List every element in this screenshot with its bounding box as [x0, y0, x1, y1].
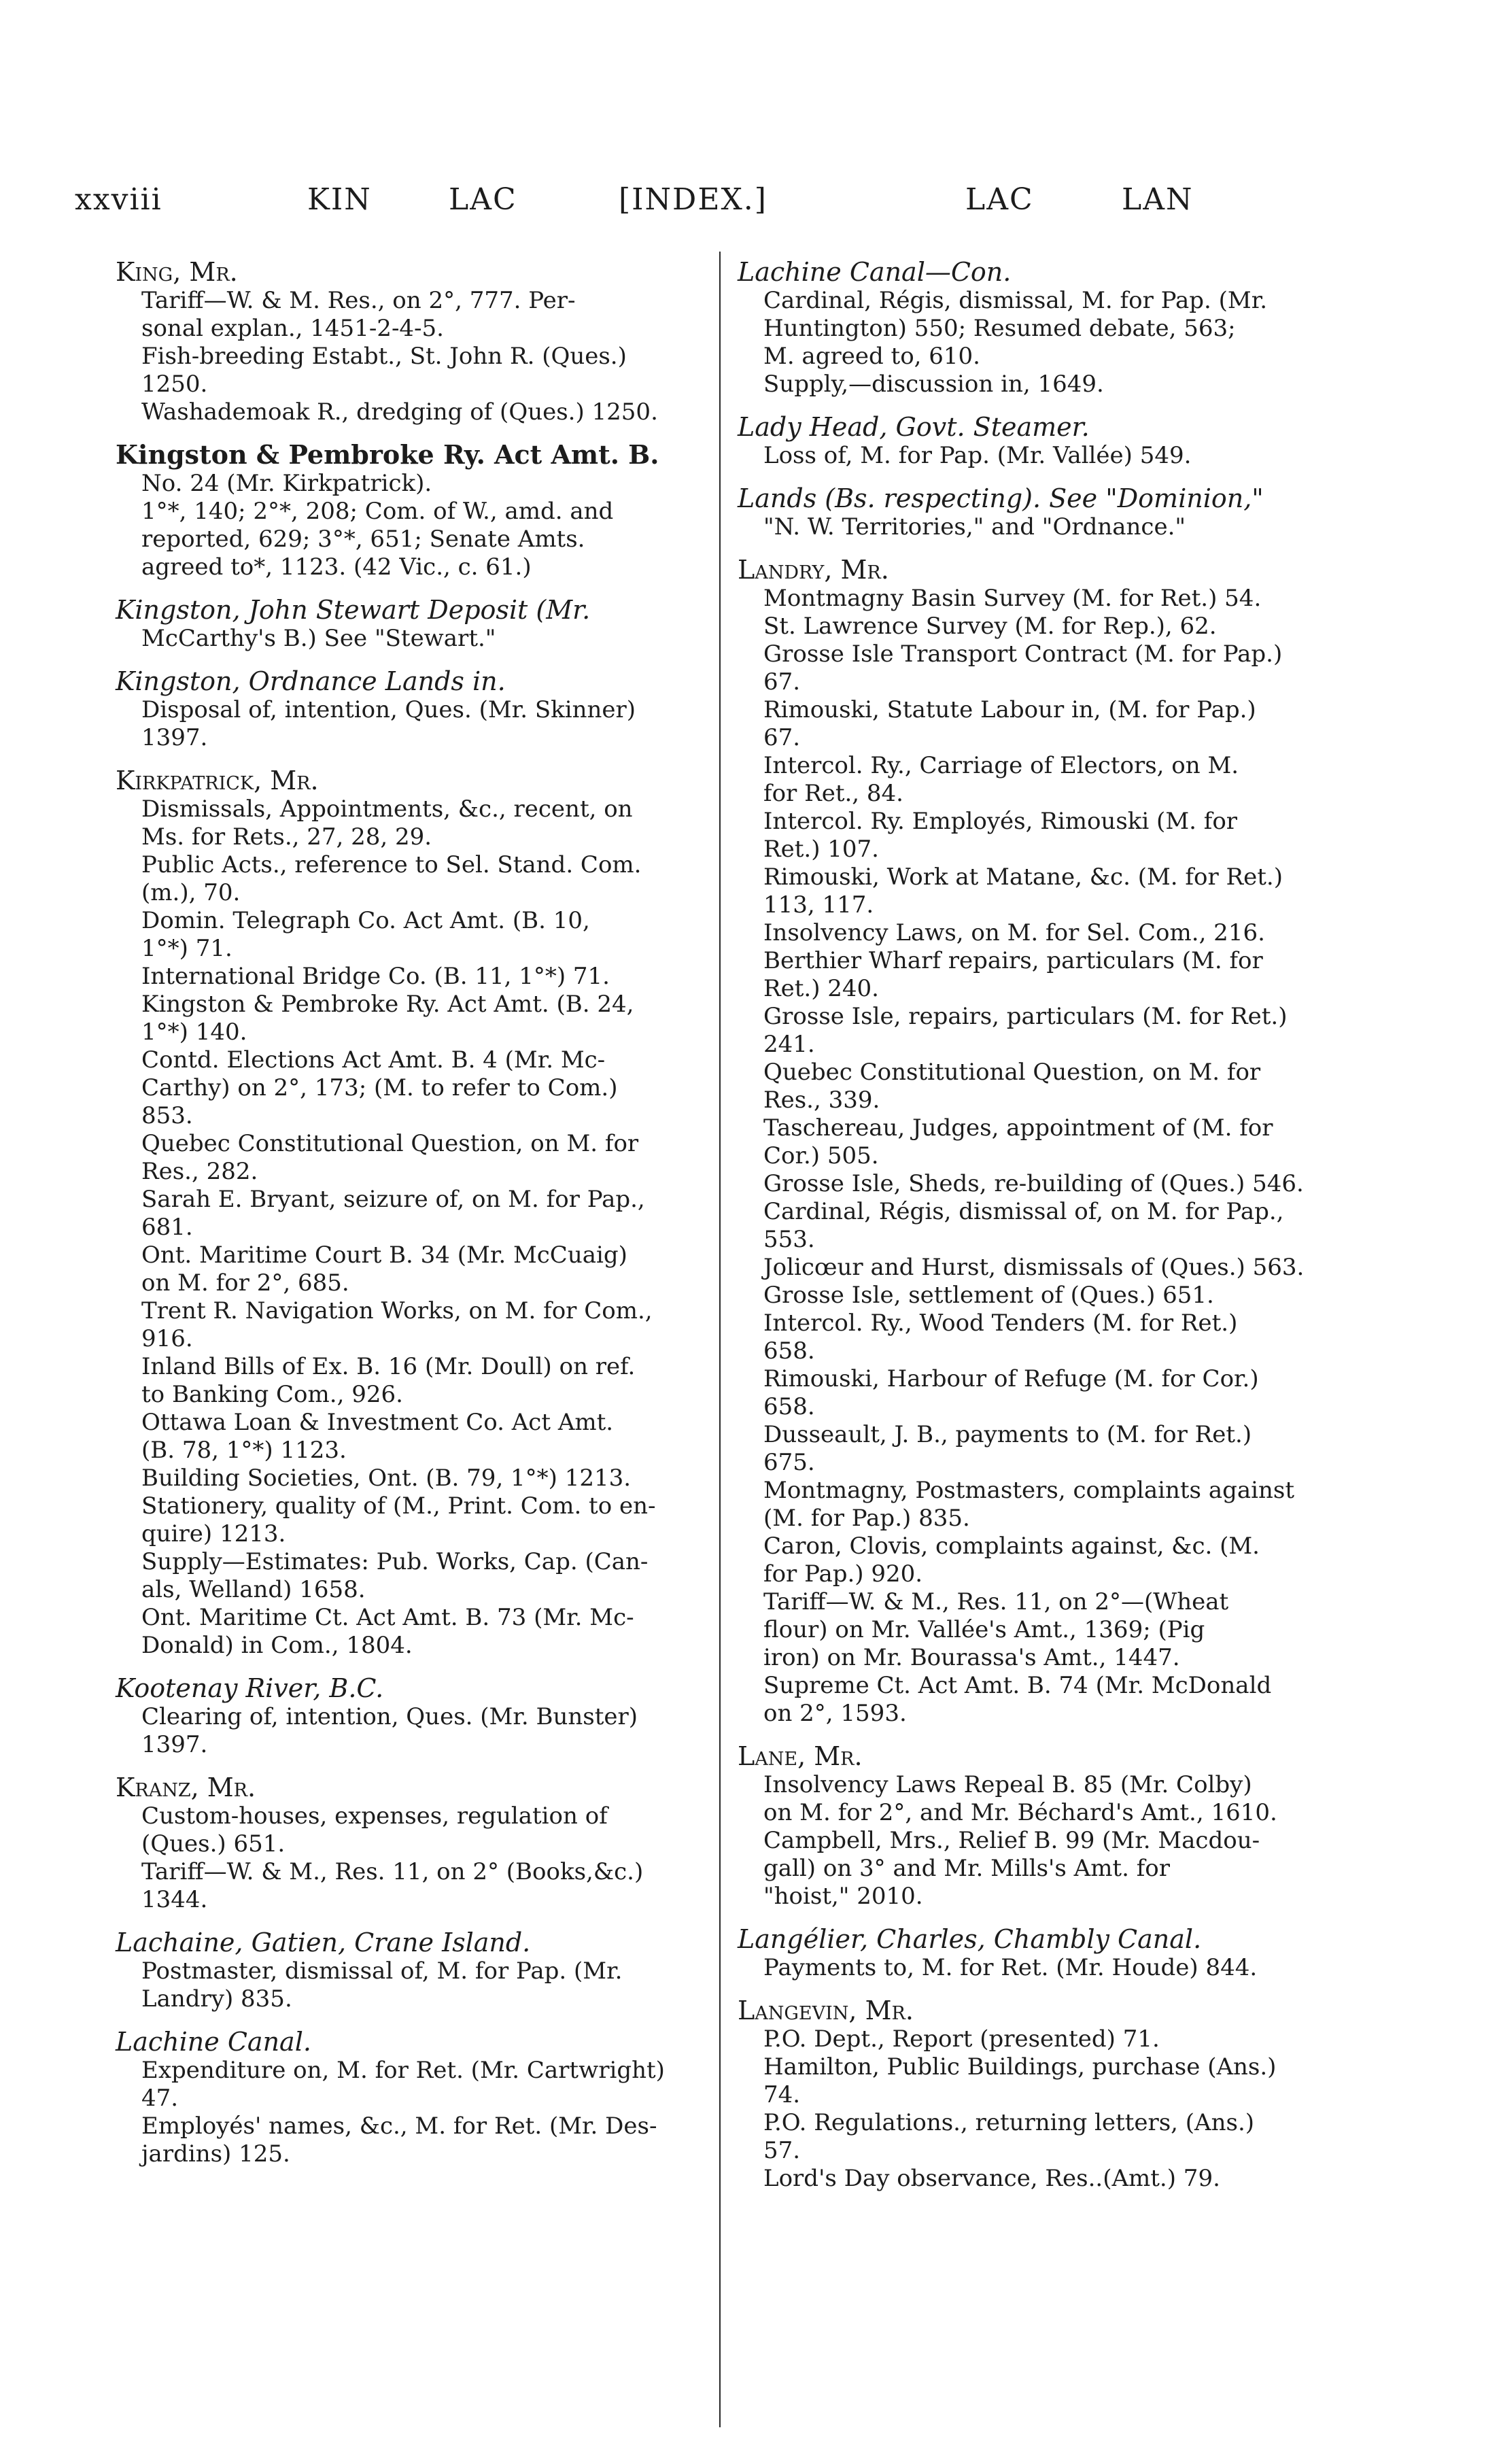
entry-line: flour) on Mr. Vallée's Amt., 1369; (Pig	[763, 1616, 1205, 1643]
entry-line: Hamilton, Public Buildings, purchase (Ans.)	[763, 2053, 1277, 2081]
index-entry	[738, 1924, 1377, 1982]
entry-line: Res., 282.	[141, 1158, 258, 1185]
entry-line: quire) 1213.	[141, 1520, 286, 1547]
index-entry	[116, 257, 755, 426]
entry-line: Supply,—discussion in, 1649.	[763, 371, 1104, 398]
right-range-start: LAC	[965, 182, 1034, 217]
entry-line: Tariff—W. & M., Res. 11, on 2° (Books,&c.)	[141, 1858, 644, 1885]
entry-line: (m.), 70.	[141, 879, 241, 906]
entry-line: Ms. for Rets., 27, 28, 29.	[141, 823, 432, 851]
entry-line: Ont. Maritime Ct. Act Amt. B. 73 (Mr. Mc-	[141, 1604, 634, 1631]
left-column	[116, 257, 755, 2182]
entry-heading: Langélier, Charles, Chambly Canal.	[738, 1924, 1202, 1954]
entry-line: 67.	[763, 724, 801, 751]
entry-line: Inland Bills of Ex. B. 16 (Mr. Doull) on ref.	[141, 1353, 636, 1380]
entry-line: Grosse Isle Transport Contract (M. for Pap.)	[763, 640, 1283, 668]
entry-line: Postmaster, dismissal of, M. for Pap. (Mr.	[141, 1957, 623, 1985]
index-entry	[116, 440, 755, 581]
entry-line: for Ret., 84.	[763, 780, 903, 807]
entry-line: Campbell, Mrs., Relief B. 99 (Mr. Macdou-	[763, 1827, 1260, 1854]
entry-line: Supply—Estimates: Pub. Works, Cap. (Can-	[141, 1548, 649, 1575]
entry-line: Ottawa Loan & Investment Co. Act Amt.	[141, 1409, 614, 1436]
entry-line: No. 24 (Mr. Kirkpatrick).	[141, 470, 432, 497]
entry-heading: Lane, Mr.	[738, 1741, 863, 1771]
entry-line: Trent R. Navigation Works, on M. for Com.,	[141, 1297, 653, 1324]
entry-line: Carthy) on 2°, 173; (M. to refer to Com.)	[141, 1074, 618, 1101]
entry-line: Intercol. Ry. Employés, Rimouski (M. for	[763, 808, 1238, 835]
index-entry	[738, 555, 1377, 1728]
entry-line: 675.	[763, 1449, 815, 1476]
entry-line: reported, 629; 3°*, 651; Senate Amts.	[141, 526, 585, 553]
entry-line: 1397.	[141, 724, 208, 751]
entry-line: Loss of, M. for Pap. (Mr. Vallée) 549.	[763, 442, 1192, 469]
entry-line: P.O. Regulations., returning letters, (Ans.)	[763, 2109, 1255, 2136]
entry-heading: Langevin, Mr.	[738, 1996, 914, 2025]
entry-line: Public Acts., reference to Sel. Stand. Com.	[141, 851, 642, 878]
entry-line: (Ques.) 651.	[141, 1830, 286, 1858]
entry-heading: Landry, Mr.	[738, 555, 889, 585]
entry-line: Quebec Constitutional Question, on M. for	[763, 1059, 1261, 1086]
entry-line: iron) on Mr. Bourassa's Amt., 1447.	[763, 1644, 1180, 1671]
entry-line: Taschereau, Judges, appointment of (M. for	[763, 1114, 1273, 1142]
entry-line: Dusseault, J. B., payments to (M. for Ret.)	[763, 1421, 1252, 1448]
entry-line: 113, 117.	[763, 891, 874, 919]
page-number: xxviii	[75, 182, 162, 217]
entry-line: Rimouski, Work at Matane, &c. (M. for Ret.)	[763, 863, 1283, 891]
entry-line: Washademoak R., dredging of (Ques.) 1250.	[141, 398, 658, 426]
entry-line: Montmagny Basin Survey (M. for Ret.) 54.	[763, 585, 1262, 612]
index-entry	[116, 1673, 755, 1759]
index-entry	[738, 412, 1377, 470]
entry-line: "hoist," 2010.	[763, 1883, 923, 1910]
entry-line: (M. for Pap.) 835.	[763, 1505, 970, 1532]
entry-line: Montmagny, Postmasters, complaints against	[763, 1477, 1295, 1504]
entry-line: on 2°, 1593.	[763, 1700, 907, 1727]
entry-line: als, Welland) 1658.	[141, 1576, 366, 1603]
index-entry	[116, 666, 755, 752]
entry-line: 47.	[141, 2085, 179, 2112]
entry-line: Rimouski, Harbour of Refuge (M. for Cor.)	[763, 1365, 1259, 1392]
entry-line: (B. 78, 1°*) 1123.	[141, 1437, 347, 1464]
index-entry	[738, 483, 1377, 541]
entry-line: Quebec Constitutional Question, on M. for	[141, 1130, 639, 1157]
entry-line: Kingston & Pembroke Ry. Act Amt. (B. 24,	[141, 991, 634, 1018]
entry-line: 553.	[763, 1226, 815, 1253]
entry-line: 1344.	[141, 1886, 208, 1913]
entry-line: Clearing of, intention, Ques. (Mr. Bunster)	[141, 1703, 638, 1730]
entry-line: Cor.) 505.	[763, 1142, 879, 1169]
entry-line: Ont. Maritime Court B. 34 (Mr. McCuaig)	[141, 1242, 627, 1269]
entry-line: Building Societies, Ont. (B. 79, 1°*) 1213.	[141, 1465, 632, 1492]
entry-line: Ret.) 240.	[763, 975, 879, 1002]
entry-heading: King, Mr.	[116, 257, 238, 287]
entry-line: 1°*) 140.	[141, 1019, 247, 1046]
entry-line: Domin. Telegraph Co. Act Amt. (B. 10,	[141, 907, 590, 934]
entry-line: Sarah E. Bryant, seizure of, on M. for Pap.,	[141, 1186, 645, 1213]
entry-heading: Kingston, John Stewart Deposit (Mr.	[116, 595, 591, 625]
entry-heading: Kirkpatrick, Mr.	[116, 766, 319, 795]
entry-line: Landry) 835.	[141, 1985, 292, 2013]
entry-heading: Lachaine, Gatien, Crane Island.	[116, 1928, 531, 1957]
left-range-end: LAC	[449, 182, 517, 217]
entry-line: Custom-houses, expenses, regulation of	[141, 1802, 608, 1830]
index-entry	[116, 2027, 755, 2168]
entry-line: Dismissals, Appointments, &c., recent, on	[141, 795, 633, 823]
entry-line: Res., 339.	[763, 1086, 880, 1114]
entry-line: Grosse Isle, settlement of (Ques.) 651.	[763, 1282, 1214, 1309]
entry-heading: Lady Head, Govt. Steamer.	[738, 412, 1090, 442]
entry-line: Tariff—W. & M., Res. 11, on 2°—(Wheat	[763, 1588, 1229, 1615]
entry-line: Ret.) 107.	[763, 836, 879, 863]
entry-line: Cardinal, Régis, dismissal of, on M. for Pap.,	[763, 1198, 1284, 1225]
entry-line: Tariff—W. & M. Res., on 2°, 777. Per-	[141, 287, 576, 314]
entry-line: Supreme Ct. Act Amt. B. 74 (Mr. McDonald	[763, 1672, 1272, 1699]
index-entry	[116, 1928, 755, 2013]
entry-line: P.O. Dept., Report (presented) 71.	[763, 2025, 1160, 2053]
entry-line: Insolvency Laws Repeal B. 85 (Mr. Colby)	[763, 1771, 1252, 1798]
entry-line: Disposal of, intention, Ques. (Mr. Skinner)	[141, 696, 636, 723]
entry-line: Contd. Elections Act Amt. B. 4 (Mr. Mc-	[141, 1046, 606, 1074]
entry-line: 67.	[763, 668, 801, 696]
left-range-start: KIN	[307, 182, 372, 217]
entry-line: "N. W. Territories," and "Ordnance."	[763, 513, 1186, 541]
index-entry	[738, 1996, 1377, 2193]
entry-line: Lord's Day observance, Res..(Amt.) 79.	[763, 2165, 1220, 2192]
entry-heading: Kranz, Mr.	[116, 1773, 256, 1802]
entry-heading: Kootenay River, B.C.	[116, 1673, 384, 1703]
entry-line: Donald) in Com., 1804.	[141, 1632, 413, 1659]
entry-heading: Lachine Canal.	[116, 2027, 311, 2057]
entry-line: 57.	[763, 2137, 801, 2164]
index-entry	[738, 1741, 1377, 1911]
entry-line: 1°*, 140; 2°*, 208; Com. of W., amd. and	[141, 498, 614, 525]
entry-line: agreed to*, 1123. (42 Vic., c. 61.)	[141, 553, 532, 581]
entry-line: Insolvency Laws, on M. for Sel. Com., 216.	[763, 919, 1265, 946]
entry-heading: Lands (Bs. respecting). See "Dominion,"	[738, 483, 1264, 513]
entry-heading: Kingston & Pembroke Ry. Act Amt. B.	[116, 439, 659, 470]
entry-line: Grosse Isle, Sheds, re-building of (Ques.) 546.	[763, 1170, 1304, 1197]
index-entry	[738, 257, 1377, 398]
entry-line: Intercol. Ry., Carriage of Electors, on M.	[763, 752, 1239, 779]
right-column	[738, 257, 1377, 2206]
entry-line: Caron, Clovis, complaints against, &c. (M.	[763, 1533, 1260, 1560]
entry-line: Intercol. Ry., Wood Tenders (M. for Ret.)	[763, 1310, 1238, 1337]
entry-line: 1250.	[141, 371, 208, 398]
entry-line: gall) on 3° and Mr. Mills's Amt. for	[763, 1855, 1171, 1882]
right-range-end: LAN	[1122, 182, 1194, 217]
entry-line: Huntington) 550; Resumed debate, 563;	[763, 315, 1236, 342]
index-entry	[116, 766, 755, 1660]
entry-line: on M. for 2°, 685.	[141, 1269, 349, 1297]
entry-line: 916.	[141, 1325, 193, 1352]
entry-line: Expenditure on, M. for Ret. (Mr. Cartwright)	[141, 2057, 665, 2084]
entry-line: M. agreed to, 610.	[763, 343, 980, 370]
entry-line: International Bridge Co. (B. 11, 1°*) 71.	[141, 963, 610, 990]
entry-line: to Banking Com., 926.	[141, 1381, 403, 1408]
entry-line: 658.	[763, 1393, 815, 1420]
entry-line: Payments to, M. for Ret. (Mr. Houde) 844.	[763, 1954, 1258, 1981]
entry-line: St. Lawrence Survey (M. for Rep.), 62.	[763, 613, 1217, 640]
entry-line: Employés' names, &c., M. for Ret. (Mr. Des-	[141, 2112, 657, 2140]
entry-heading: Kingston, Ordnance Lands in.	[116, 666, 506, 696]
index-label: [INDEX.]	[619, 182, 767, 217]
entry-line: on M. for 2°, and Mr. Béchard's Amt., 1610.	[763, 1799, 1277, 1826]
entry-line: McCarthy's B.) See "Stewart."	[141, 625, 496, 652]
entry-line: 74.	[763, 2081, 801, 2108]
entry-line: Cardinal, Régis, dismissal, M. for Pap. (Mr.	[763, 287, 1268, 314]
entry-line: Rimouski, Statute Labour in, (M. for Pap.)	[763, 696, 1256, 723]
entry-line: Berthier Wharf repairs, particulars (M. for	[763, 947, 1263, 974]
entry-line: 681.	[141, 1214, 193, 1241]
index-entry	[116, 1773, 755, 1914]
entry-line: jardins) 125.	[141, 2140, 290, 2168]
entry-line: for Pap.) 920.	[763, 1560, 923, 1588]
entry-line: 241.	[763, 1031, 815, 1058]
entry-line: Stationery, quality of (M., Print. Com. to en-	[141, 1492, 656, 1520]
entry-heading: Lachine Canal—Con.	[738, 257, 1012, 287]
index-entry	[116, 595, 755, 653]
entry-line: 1397.	[141, 1731, 208, 1758]
entry-line: 853.	[141, 1102, 193, 1129]
entry-line: 658.	[763, 1337, 815, 1365]
entry-line: Jolicœur and Hurst, dismissals of (Ques.) 563.	[763, 1254, 1305, 1281]
entry-line: 1°*) 71.	[141, 935, 232, 962]
page-header	[75, 182, 1434, 230]
entry-line: Grosse Isle, repairs, particulars (M. for Ret.)	[763, 1003, 1288, 1030]
entry-line: sonal explan., 1451-2-4-5.	[141, 315, 444, 342]
entry-line: Fish-breeding Estabt., St. John R. (Ques.)	[141, 343, 627, 370]
